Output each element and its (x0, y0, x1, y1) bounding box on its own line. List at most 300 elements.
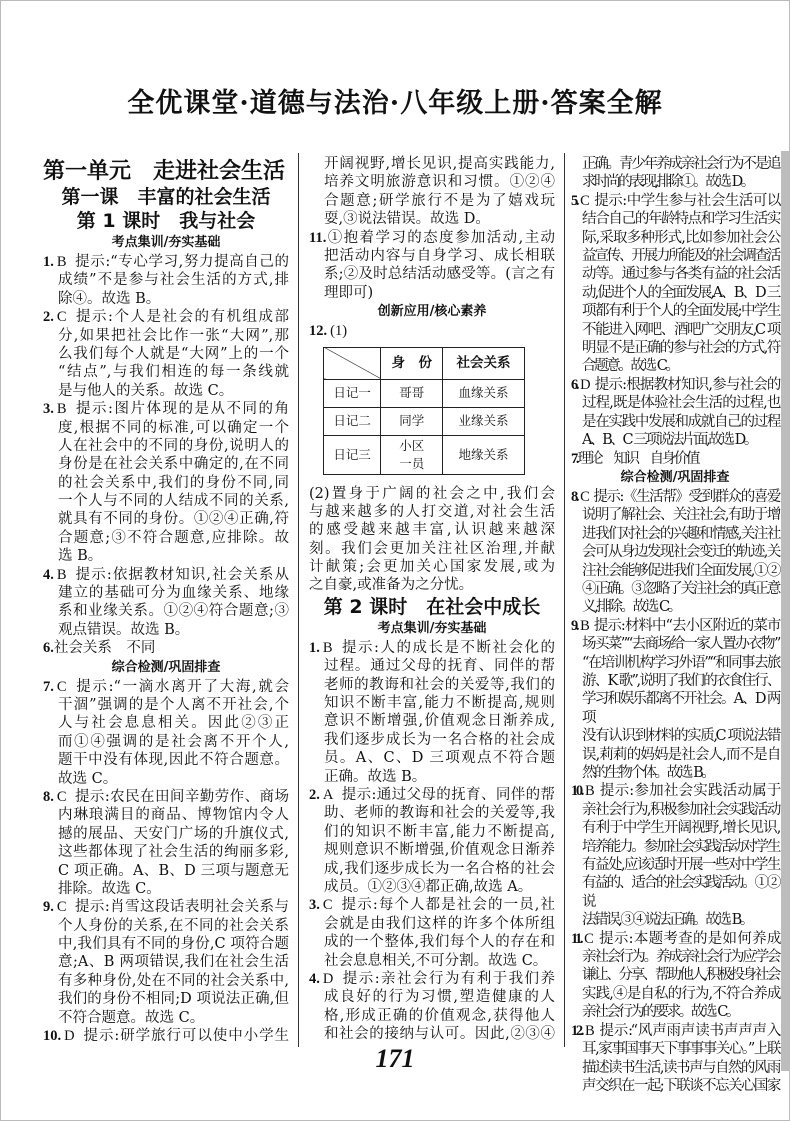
answer-line (309, 804, 555, 822)
answer-line (571, 229, 779, 247)
answer-text: 场买菜”“去商场给一家人置办衣物” (582, 636, 779, 653)
answer-line (571, 838, 779, 856)
question-number: 1. (309, 639, 320, 656)
answer-line (571, 357, 779, 375)
page-title: 全优课堂·道德与法治·八年级上册·答案全解 (127, 88, 663, 119)
question-number: 8. (571, 488, 578, 505)
answer-text: 提示:每个人都是社会的一员,社 (340, 897, 555, 914)
answer-item (43, 1027, 289, 1045)
question-number: 10. (43, 1028, 62, 1045)
answer-line (571, 598, 779, 616)
answer-line (43, 696, 289, 714)
answer-line (571, 525, 779, 543)
answer-text: 提示:“一滴水离开了大海,就会 (74, 678, 289, 695)
answer-line (43, 492, 289, 510)
table-row (324, 379, 525, 407)
answer-line (571, 1003, 779, 1021)
answer-text: 成员。①②③④都正确,故选 A。 (324, 878, 533, 895)
answer-line (309, 933, 555, 951)
answer-line (43, 290, 289, 308)
answer-choice: C (322, 897, 333, 914)
question-number: 11. (571, 930, 582, 947)
answer-line (571, 764, 779, 782)
answer-line: 计献策;会更加关心国家发展,或为 (309, 559, 555, 576)
answer-line (43, 917, 289, 935)
answer-line (571, 376, 779, 394)
answer-text: 这些都体现了社会生活的绚丽多彩, (58, 844, 289, 861)
answer-line (43, 529, 289, 547)
answer-line (309, 952, 555, 970)
answer-text: 提示:亲社会行为有利于我们养 (341, 970, 555, 987)
answer-line (309, 970, 555, 988)
answer-line: 耍,③说法错误。故选 D。 (324, 211, 490, 228)
answer-item (571, 376, 779, 450)
answer-text: 然的生物个体。故选 B。 (582, 765, 714, 781)
table-cell: 日记三 (324, 435, 381, 474)
answer-item (43, 678, 289, 788)
answer-line (43, 363, 289, 381)
answer-text: 是与他人的关系。故选 C。 (58, 382, 234, 399)
answer-line (43, 862, 289, 880)
answer-line (43, 788, 289, 806)
table-header-row (324, 347, 525, 379)
answer-choice: C (56, 309, 67, 326)
answer-line (43, 455, 289, 473)
answer-line (571, 450, 779, 468)
answer-choice: C (580, 192, 588, 209)
answer-line (309, 749, 555, 767)
answer-text: 身份是在社会关系中确定的,在不同 (58, 456, 289, 473)
answer-line (571, 727, 779, 745)
answer-line (571, 488, 779, 506)
table-cell: 同学 (381, 407, 443, 435)
question-number: 12. (309, 323, 328, 340)
answer-text: 社会息息相关,不可分割。故选 C。 (324, 952, 548, 969)
answer-line (309, 265, 555, 283)
page-number: 171 (375, 1044, 415, 1073)
answer-line (43, 898, 289, 916)
answer-text: 干涸”强调的是个人离不开社会,个 (58, 696, 289, 713)
table-cell: 日记二 (324, 407, 381, 435)
answer-item (43, 400, 289, 566)
answer-choice: C (584, 930, 592, 947)
section-heading: 第 2 课时 在社会中成长 (323, 595, 541, 618)
answer-text: 系和业缘关系。①②④符合题意;③ (58, 603, 289, 620)
answer-line (309, 712, 555, 730)
answer-line (309, 915, 555, 933)
answer-text: 我们的身份不相同;D 项说法正确,但 (58, 991, 289, 1008)
question-number: 6. (571, 376, 578, 393)
answer-text: 过程。通过父母的抚育、同伴的帮 (324, 658, 555, 675)
answer-text: 提示:参加社会实践活动属于 (597, 783, 779, 800)
answer-text: 说明了解社会、关注社会,有助于增 (582, 507, 779, 524)
answer-text: 老师的教诲和社会的关爱等,我们的 (324, 676, 555, 693)
answer-line (43, 714, 289, 732)
question-number: 2. (309, 786, 320, 803)
answer-line (571, 617, 779, 635)
answer-text: 分,如果把社会比作一张“大网”,那 (58, 327, 289, 344)
answer-text: 建立的基础可分为血缘关系、地缘 (58, 585, 289, 602)
answer-line (571, 210, 779, 228)
answer-line (309, 823, 555, 841)
answer-text: 我们逐步成长为一名合格的社会成 (324, 731, 555, 748)
question-number: 7. (43, 678, 54, 695)
answer-item (43, 308, 289, 400)
answer-text: 一个人与不同的人结成不同的关系, (58, 493, 289, 510)
answer-text: 实践,④是自私的行为,不符合养成 (582, 985, 779, 1002)
answer-line (309, 284, 555, 302)
page-edge-shadow (781, 151, 789, 1071)
section-heading: 第一单元 走进社会生活 (43, 159, 286, 184)
answer-line (309, 229, 555, 247)
question-number: 12. (571, 1022, 582, 1039)
table-cell: 地缘关系 (443, 435, 525, 474)
answer-line (43, 1027, 289, 1045)
answer-continuation (309, 155, 555, 229)
answer-text: 提示:《生活帮》受到群众的喜爱 (592, 488, 779, 505)
answer-text: 题干中没有体现,因此不符合题意。 (58, 752, 289, 769)
answer-line (309, 896, 555, 914)
answer-text: 提示:根据教材知识,参与社会的 (593, 376, 779, 393)
answer-text: 排除。故选 C。 (58, 880, 161, 897)
answer-line: 的感受越来越丰富,认识越来越深 (309, 522, 555, 539)
table-cell: 哥哥 (381, 379, 443, 407)
answer-text: 结合自己的年龄特点和学习生活实 (582, 211, 779, 228)
answer-line (43, 825, 289, 843)
answer-text: 合题意。故选 C。 (582, 358, 678, 375)
answer-line (571, 985, 779, 1003)
answer-text: 而①④强调的是社会离不开个人, (58, 733, 289, 750)
answer-text: 把活动内容与自身学习、成长相联 (324, 247, 555, 264)
answer-text: 提示:“专心学习,努力提高自己的 (74, 254, 289, 270)
answer-choice: B (584, 1022, 593, 1039)
answer-text: 提示:“风声雨声读书声声声入 (597, 1022, 779, 1039)
answer-text: 提示:本题考查的是如何养成 (596, 930, 779, 947)
answer-choice: C (580, 488, 588, 505)
answer-line (309, 786, 555, 804)
answer-line (571, 339, 779, 357)
answer-line (571, 948, 779, 966)
answer-text: 法错误,③④说法正确。故选 B。 (582, 912, 752, 929)
section-subheading: 考点集训/夯实基础 (377, 620, 487, 636)
answer-text: 亲社会行为,积极参加社会实践活动 (582, 801, 779, 818)
answer-line (571, 819, 779, 837)
answer-text: 明显不是正确的参与社会的方式,符 (582, 340, 779, 357)
answer-line (309, 322, 555, 340)
answer-item (43, 253, 289, 308)
answer-line (571, 192, 779, 210)
answer-line (43, 382, 289, 400)
answer-item (309, 896, 555, 970)
answer-text: 谦让、分享、帮助他人,积极投身社会 (582, 967, 779, 984)
answer-item (309, 970, 555, 1044)
answer-line (309, 841, 555, 859)
answer-item (309, 786, 555, 896)
answer-line (571, 394, 779, 412)
answer-line: 求时尚的表现,排除①。故选 D。 (582, 174, 753, 191)
answer-line (571, 543, 779, 561)
answer-text: 成,我们逐步成长为一名合格的社会 (324, 860, 555, 877)
answer-line (571, 321, 779, 339)
answer-text: 助、老师的教诲和社会的关爱等,我 (324, 805, 555, 822)
answer-choice: (1) (330, 323, 348, 340)
answer-line (571, 247, 779, 265)
answer-continuation (309, 485, 555, 595)
answer-text: 意;A、B 两项错误,我们在社会生活 (58, 954, 289, 971)
column-2 (309, 155, 555, 1043)
answer-choice: B (580, 617, 588, 634)
answer-text: 描述读书生活,读书声与自然的风雨 (582, 1059, 779, 1076)
answer-text: 社会关系 不同 (53, 640, 156, 657)
section-subheading: 综合检测/巩固排查 (620, 469, 730, 485)
answer-text: 游、K 歌”,说明了我们的衣食住行、 (582, 672, 779, 689)
answer-text: 提示:人的成长是不断社会化的 (340, 639, 555, 656)
answer-choice: B (56, 254, 67, 270)
answer-text: 撼的展品、天安门广场的升旗仪式, (58, 825, 289, 842)
answer-line: 刻。我们会更加关注社区治理,并献 (309, 540, 555, 557)
answer-line (309, 694, 555, 712)
answer-text: 员。A、C、D 三项观点不符合题 (324, 750, 555, 767)
answer-text: 规则意识不断增强,价值观念日渐养 (324, 842, 555, 859)
answer-text: 提示:研学旅行可以使中小学生 (82, 1028, 289, 1045)
answer-line (43, 843, 289, 861)
question-number: 2. (43, 309, 54, 326)
table-header-cell: 社会关系 (443, 347, 525, 379)
table-cell: 日记一 (324, 379, 381, 407)
answer-text: 不符合题意。故选 C。 (58, 1009, 205, 1026)
answer-text: “结点”,与我们相连的每一条线就 (58, 364, 289, 381)
answer-line (43, 510, 289, 528)
answer-line (571, 690, 779, 727)
section-heading: 第 1 课时 我与社会 (76, 210, 256, 232)
answer-text: 内琳琅满目的商品、博物馆内令人 (58, 807, 289, 824)
answer-text: 有益处,应该适时开展一些对中学生 (582, 857, 779, 874)
answer-choice: D (580, 376, 589, 393)
answer-choice: B (56, 566, 67, 583)
answer-item (571, 488, 779, 617)
answer-item (309, 639, 555, 786)
answer-text: 进我们对社会的兴趣和情感,关注社 (582, 525, 779, 542)
answer-line (43, 345, 289, 363)
answer-choice: B (56, 401, 67, 418)
answer-text: 有多种身份,处在不同的社会关系中, (58, 972, 289, 989)
answer-text: 过程,既是体验社会生活的过程,也 (582, 395, 779, 412)
answer-item (43, 566, 289, 640)
answer-line (571, 874, 779, 911)
answer-line (309, 1007, 555, 1025)
answer-text: 有益的、适合的社会实践活动。①②说 (582, 875, 779, 910)
answer-line (309, 878, 555, 896)
answer-text: 人在社会中的不同的身份,说明人的 (58, 437, 289, 454)
column-divider (564, 153, 565, 1047)
answer-text: 培养能力。参加社会实践活动对学生 (582, 838, 779, 855)
answer-line (43, 770, 289, 788)
question-number: 5. (571, 192, 578, 209)
answer-line (43, 972, 289, 990)
answer-line (43, 547, 289, 565)
table-row (324, 435, 525, 474)
answer-line: 与越来越多的人打交道,对社会生活 (309, 503, 555, 520)
answer-item (571, 450, 779, 468)
answer-text: 益宣传、开展力所能及的社会调查活 (582, 248, 779, 265)
answer-text: 们的知识不断丰富,能力不断提高, (324, 823, 555, 840)
answer-text: 义,排除。故选 C。 (582, 599, 680, 616)
answer-text: 学习和娱乐都离不开社会。A、D 两项 (582, 691, 779, 726)
answer-line (571, 672, 779, 690)
answer-text: ④正确。③忽略了关注社会的真正意 (582, 580, 779, 597)
question-number: 7. (571, 450, 578, 467)
answer-item (309, 322, 555, 340)
answer-text: “在培训机构学习外语”“和同事去旅 (582, 654, 779, 671)
answer-line (309, 988, 555, 1006)
answer-line (571, 284, 779, 302)
answer-line (309, 247, 555, 265)
answer-text: 理论 知识 自身价值 (577, 450, 699, 467)
column-divider (298, 153, 299, 1047)
answer-text: 提示:中学生参与社会生活可以 (592, 192, 779, 209)
answer-choice: D (322, 970, 334, 987)
answer-choice: C (56, 788, 67, 805)
answer-line (43, 953, 289, 971)
answer-text: 就具有不同的身份。①②④正确,符 (58, 511, 289, 528)
answer-choice: C (56, 899, 67, 916)
question-number: 11. (309, 229, 327, 246)
answer-line (43, 419, 289, 437)
answer-line (571, 654, 779, 672)
answer-text: 度,根据不同的标准,可以确定一个 (58, 419, 289, 436)
answer-line (43, 621, 289, 639)
question-number: 6. (43, 640, 54, 657)
answer-text: 提示:农民在田间辛勤劳作、商场 (74, 788, 289, 805)
answer-text: 提示:材料中“去小区附近的菜市 (592, 617, 779, 634)
answer-line (309, 676, 555, 694)
answer-text: C 项正确。A、B、D 三项与题意无 (58, 862, 289, 879)
section-subheading: 考点集训/夯实基础 (111, 235, 221, 250)
answer-text: 格,形成正确的价值观念,获得他人 (324, 1007, 555, 1024)
answer-choice: B (584, 783, 593, 800)
answer-line (571, 580, 779, 598)
answer-line (43, 751, 289, 769)
answer-line (43, 880, 289, 898)
answer-line (571, 856, 779, 874)
answer-line (43, 733, 289, 751)
answer-text: 亲社会行为。养成亲社会行为应学会 (582, 949, 779, 966)
answer-line (571, 801, 779, 819)
answer-line (571, 431, 779, 449)
answer-line: 之自豪,或准备为之分忧。 (309, 577, 474, 594)
answer-text: 提示:图片体现的是从不同的角 (74, 401, 289, 418)
answer-item (571, 617, 779, 783)
answer-line (43, 1009, 289, 1027)
answer-line (43, 935, 289, 953)
answer-line (43, 437, 289, 455)
answer-choice: C (56, 678, 67, 695)
answer-line: 正确。青少年养成亲社会行为不是追 (582, 156, 779, 172)
answer-line (571, 506, 779, 524)
section-heading: 第一课 丰富的社会生活 (61, 186, 271, 208)
answer-line (309, 768, 555, 786)
answer-line: 培养文明旅游意识和习惯。①②④ (324, 174, 555, 191)
answer-text: 提示:肖雪这段话表明社会关系与 (74, 899, 289, 916)
answer-item (571, 192, 779, 376)
question-number: 4. (309, 970, 320, 987)
answer-text: 不能进入网吧、酒吧广交朋友,C 项 (582, 321, 779, 338)
table-cell: 小区 一员 (381, 435, 443, 474)
answer-text: ①抱着学习的态度参加活动,主动 (326, 229, 555, 246)
answer-line (43, 271, 289, 289)
question-number: 4. (43, 566, 54, 583)
answer-choice: A (322, 786, 334, 803)
question-number: 9. (571, 617, 578, 634)
answer-line (43, 806, 289, 824)
answer-item (43, 788, 289, 898)
question-number: 1. (43, 254, 54, 270)
answer-line (571, 413, 779, 431)
answer-line (309, 860, 555, 878)
question-number: 10. (571, 783, 582, 800)
answer-text: 中,我们具有不同的身份,C 项符合题 (58, 936, 289, 953)
answer-line (309, 657, 555, 675)
table-row (324, 407, 525, 435)
answer-text: 和社会的接纳与认可。因此,②③④ (324, 1026, 555, 1043)
answer-text: 知识不断丰富,能力不断提高,规则 (324, 695, 555, 712)
answer-line (571, 746, 779, 764)
answer-line (571, 265, 779, 283)
answer-text: 动,促进个人的全面发展,A、B、D 三 (582, 284, 779, 301)
answer-text: 个人身份的关系,在不同的社会关系 (58, 917, 289, 934)
column-3 (571, 155, 779, 1095)
answer-choice: D (64, 1028, 75, 1045)
answer-line (43, 308, 289, 326)
answer-line (43, 253, 289, 271)
question-number: 3. (309, 897, 320, 914)
answer-line (571, 562, 779, 580)
answer-text: 正确。故选 B。 (324, 768, 427, 785)
question-number: 9. (43, 899, 54, 916)
answer-line: 开阔视野,增长见识,提高实践能力, (324, 156, 555, 172)
answer-line (43, 474, 289, 492)
answer-item (43, 639, 289, 657)
answer-line (43, 678, 289, 696)
answer-line (309, 731, 555, 749)
answer-line (43, 990, 289, 1008)
section-subheading: 创新应用/核心素养 (377, 304, 487, 320)
answer-item (571, 782, 779, 929)
answer-text: 注社会能够促进我们全面发展,①② (582, 562, 779, 579)
answer-line (309, 639, 555, 657)
answer-text: A、B、C 三项说法片面,故选 D。 (582, 432, 756, 449)
answer-line: (2)置身于广阔的社会之中,我们会 (309, 485, 555, 502)
answer-text: 会可从身边发现社会变迁的轨迹,关 (582, 544, 779, 561)
answer-line (571, 782, 779, 800)
answer-text: 声交织在一起;下联谈不忘关心国家 (582, 1077, 779, 1094)
answer-line (43, 584, 289, 602)
answer-text: 么我们每个人就是“大网”上的一个 (58, 345, 289, 362)
answer-text: 故选 C。 (58, 770, 118, 787)
table-header-cell (324, 347, 381, 379)
answer-line (43, 400, 289, 418)
answer-text: 提示:依据教材知识,社会关系从 (74, 566, 289, 583)
answer-text: 项都有利于个人的全面发展;中学生 (582, 303, 779, 320)
column-1 (43, 159, 289, 1045)
answer-text: 提示:个人是社会的有机组成部 (74, 309, 289, 326)
answer-line (43, 602, 289, 620)
answer-line (571, 635, 779, 653)
answer-text: 观点错误。故选 B。 (58, 621, 190, 638)
answer-text: 选 B。 (58, 548, 103, 565)
answer-text: 合题意;③不符合题意,应排除。故 (58, 529, 289, 546)
table-header-cell: 身 份 (381, 347, 443, 379)
